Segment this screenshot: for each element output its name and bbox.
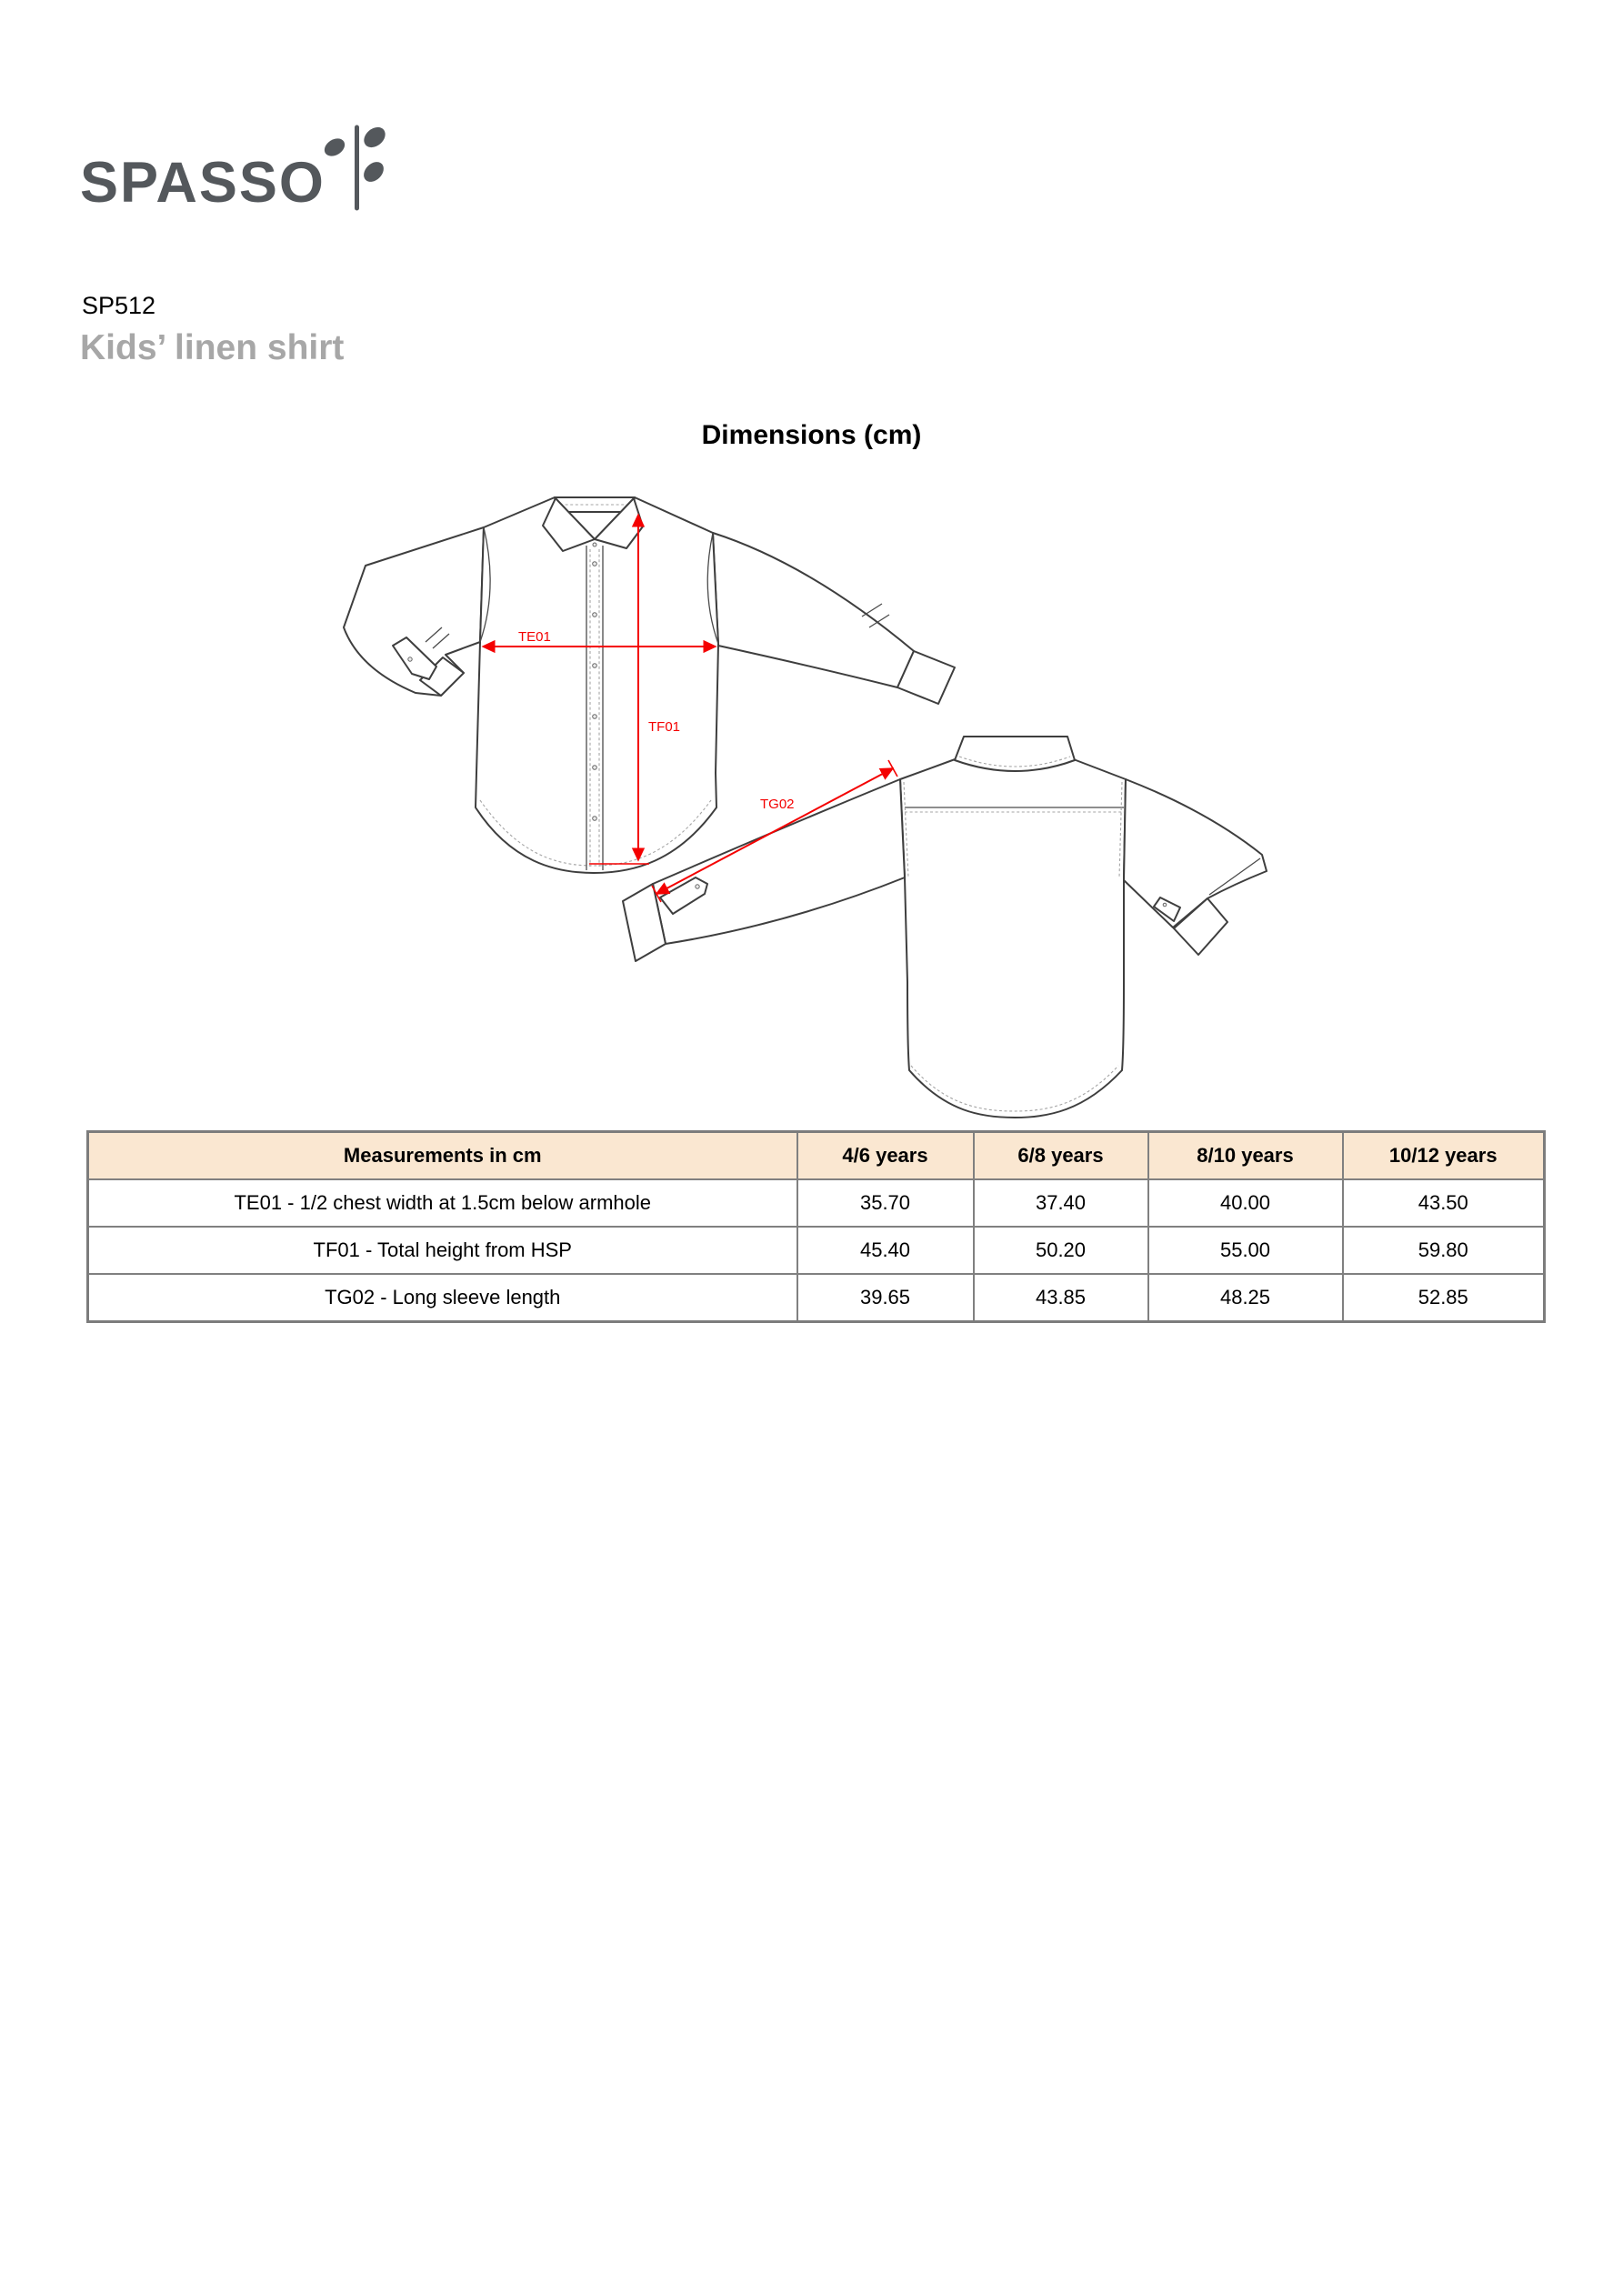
back-collar	[955, 737, 1075, 771]
size-cell: 52.85	[1343, 1274, 1545, 1322]
size-table-header-4-6: 4/6 years	[797, 1132, 974, 1180]
size-table-header-8-10: 8/10 years	[1148, 1132, 1343, 1180]
size-cell: 35.70	[797, 1179, 974, 1227]
size-cell: 50.20	[974, 1227, 1148, 1274]
size-table-header-6-8: 6/8 years	[974, 1132, 1148, 1180]
size-table-header-row	[88, 1132, 1545, 1180]
product-title: Kids’ linen shirt	[80, 328, 345, 367]
size-table-header-10-12: 10/12 years	[1343, 1132, 1545, 1180]
size-cell: 45.40	[797, 1227, 974, 1274]
size-cell: 59.80	[1343, 1227, 1545, 1274]
size-cell: 43.50	[1343, 1179, 1545, 1227]
size-cell: 40.00	[1148, 1179, 1343, 1227]
size-cell: 48.25	[1148, 1274, 1343, 1322]
product-code: SP512	[82, 292, 156, 319]
table-row-tg02	[88, 1274, 1545, 1322]
tf01-label: TF01	[648, 719, 681, 735]
size-cell: 39.65	[797, 1274, 974, 1322]
size-cell: 55.00	[1148, 1227, 1343, 1274]
size-cell: 43.85	[974, 1274, 1148, 1322]
brand-name: SPASSO	[80, 151, 326, 215]
front-body	[476, 497, 718, 873]
table-row-te01	[88, 1179, 1545, 1227]
dimensions-heading: Dimensions (cm)	[701, 420, 922, 450]
tg02-label: TG02	[760, 797, 795, 812]
plant-icon	[321, 122, 394, 213]
shirt-technical-drawing	[318, 473, 1318, 1137]
te01-label: TE01	[518, 629, 551, 645]
size-cell: 37.40	[974, 1179, 1148, 1227]
measurement-label: TF01 - Total height from HSP	[88, 1227, 797, 1274]
dimensions-diagram	[318, 473, 1318, 1137]
back-view-drawing	[623, 737, 1267, 1118]
table-row-tf01	[88, 1227, 1545, 1274]
size-table	[86, 1130, 1546, 1323]
measurement-label: TE01 - 1/2 chest width at 1.5cm below armhole	[88, 1179, 797, 1227]
size-table-header-measurements: Measurements in cm	[88, 1132, 797, 1180]
measurement-label: TG02 - Long sleeve length	[88, 1274, 797, 1322]
